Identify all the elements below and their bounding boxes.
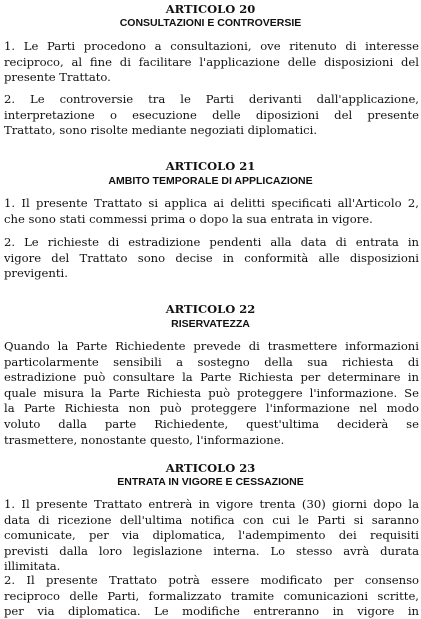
text-line: quale misura la Parte Richiesta può proteggere l'informazione. Se (4, 385, 419, 400)
text-line: 1. Il presente Trattato si applica ai delitti specificati all'Articolo 2, (4, 196, 419, 210)
text-line: presente Trattato. (4, 70, 111, 85)
text-line: che sono stati commessi prima o dopo la sua entrata in vigore. (4, 211, 373, 226)
text-line: reciproco delle Parti, formalizzato tramite comunicazioni scritte, (4, 588, 419, 603)
text-line: 1. Le Parti procedono a consultazioni, ove ritenuto di interesse (4, 39, 419, 53)
text-line: Trattato, sono risolte mediante negoziati diplomatici. (4, 123, 318, 138)
text-line: reciproco, al fine di facilitare l'applicazione delle disposizioni del (4, 54, 419, 69)
article-22-paragraph-1 (4, 339, 419, 448)
text-line: previgenti. (4, 266, 68, 281)
text-line: comunicate, per via diplomatica, l'adempimento dei requisiti (4, 528, 419, 543)
text-line: 2. Le richieste di estradizione pendenti alla data di entrata in (4, 235, 419, 249)
text-line: 2. Le controversie tra le Parti derivanti dall'applicazione, (4, 92, 419, 106)
text-line: Quando la Parte Richiedente prevede di trasmettere informazioni (4, 339, 419, 353)
article-23-title: ARTICOLO 23 (165, 461, 256, 475)
text-line: illimitata. (4, 559, 61, 574)
article-22-title: ARTICOLO 22 (165, 302, 256, 316)
text-line: 1. Il presente Trattato entrerà in vigore trenta (30) giorni dopo la (4, 497, 419, 511)
text-line: 2. Il presente Trattato potrà essere modificato per consenso (4, 573, 419, 587)
text-line: per via diplomatica. Le modifiche entreranno in vigore in (4, 604, 419, 619)
article-21-subtitle: AMBITO TEMPORALE DI APPLICAZIONE (108, 175, 313, 187)
article-21-paragraph-1 (4, 196, 419, 227)
text-line: vigore del Trattato sono decise in conformità alle disposizioni (4, 250, 419, 265)
article-21-title: ARTICOLO 21 (165, 159, 256, 173)
article-23-paragraph-1 (4, 497, 419, 575)
article-23-subtitle: ENTRATA IN VIGORE E CESSAZIONE (117, 476, 304, 488)
text-line: particolarmente sensibili a sostegno della sua richiesta di (4, 354, 419, 369)
article-22-subtitle: RISERVATEZZA (171, 318, 250, 330)
article-20-paragraph-2 (4, 92, 419, 139)
text-line: trasmettere, nonostante questo, l'informazione. (4, 432, 285, 447)
article-20-title: ARTICOLO 20 (165, 2, 256, 16)
article-20-subtitle: CONSULTAZIONI E CONTROVERSIE (119, 17, 302, 29)
article-20-paragraph-1 (4, 39, 419, 86)
article-23-paragraph-2 (4, 573, 419, 619)
text-line: previsti dalla loro legislazione interna. Lo stesso avrà durata (4, 543, 419, 558)
text-line: la Parte Richiesta non può proteggere l'informazione nel modo (4, 401, 419, 416)
text-line: voluto dalla parte Richiedente, quest'ultima deciderà se (4, 416, 419, 431)
text-line: estradizione può consultare la Parte Richiesta per determinare in (4, 370, 419, 385)
article-21-paragraph-2 (4, 235, 419, 282)
text-line: data di ricezione dell'ultima notifica con cui le Parti si saranno (4, 512, 419, 527)
text-line: interpretazione o esecuzione delle diposizioni del presente (4, 107, 419, 122)
